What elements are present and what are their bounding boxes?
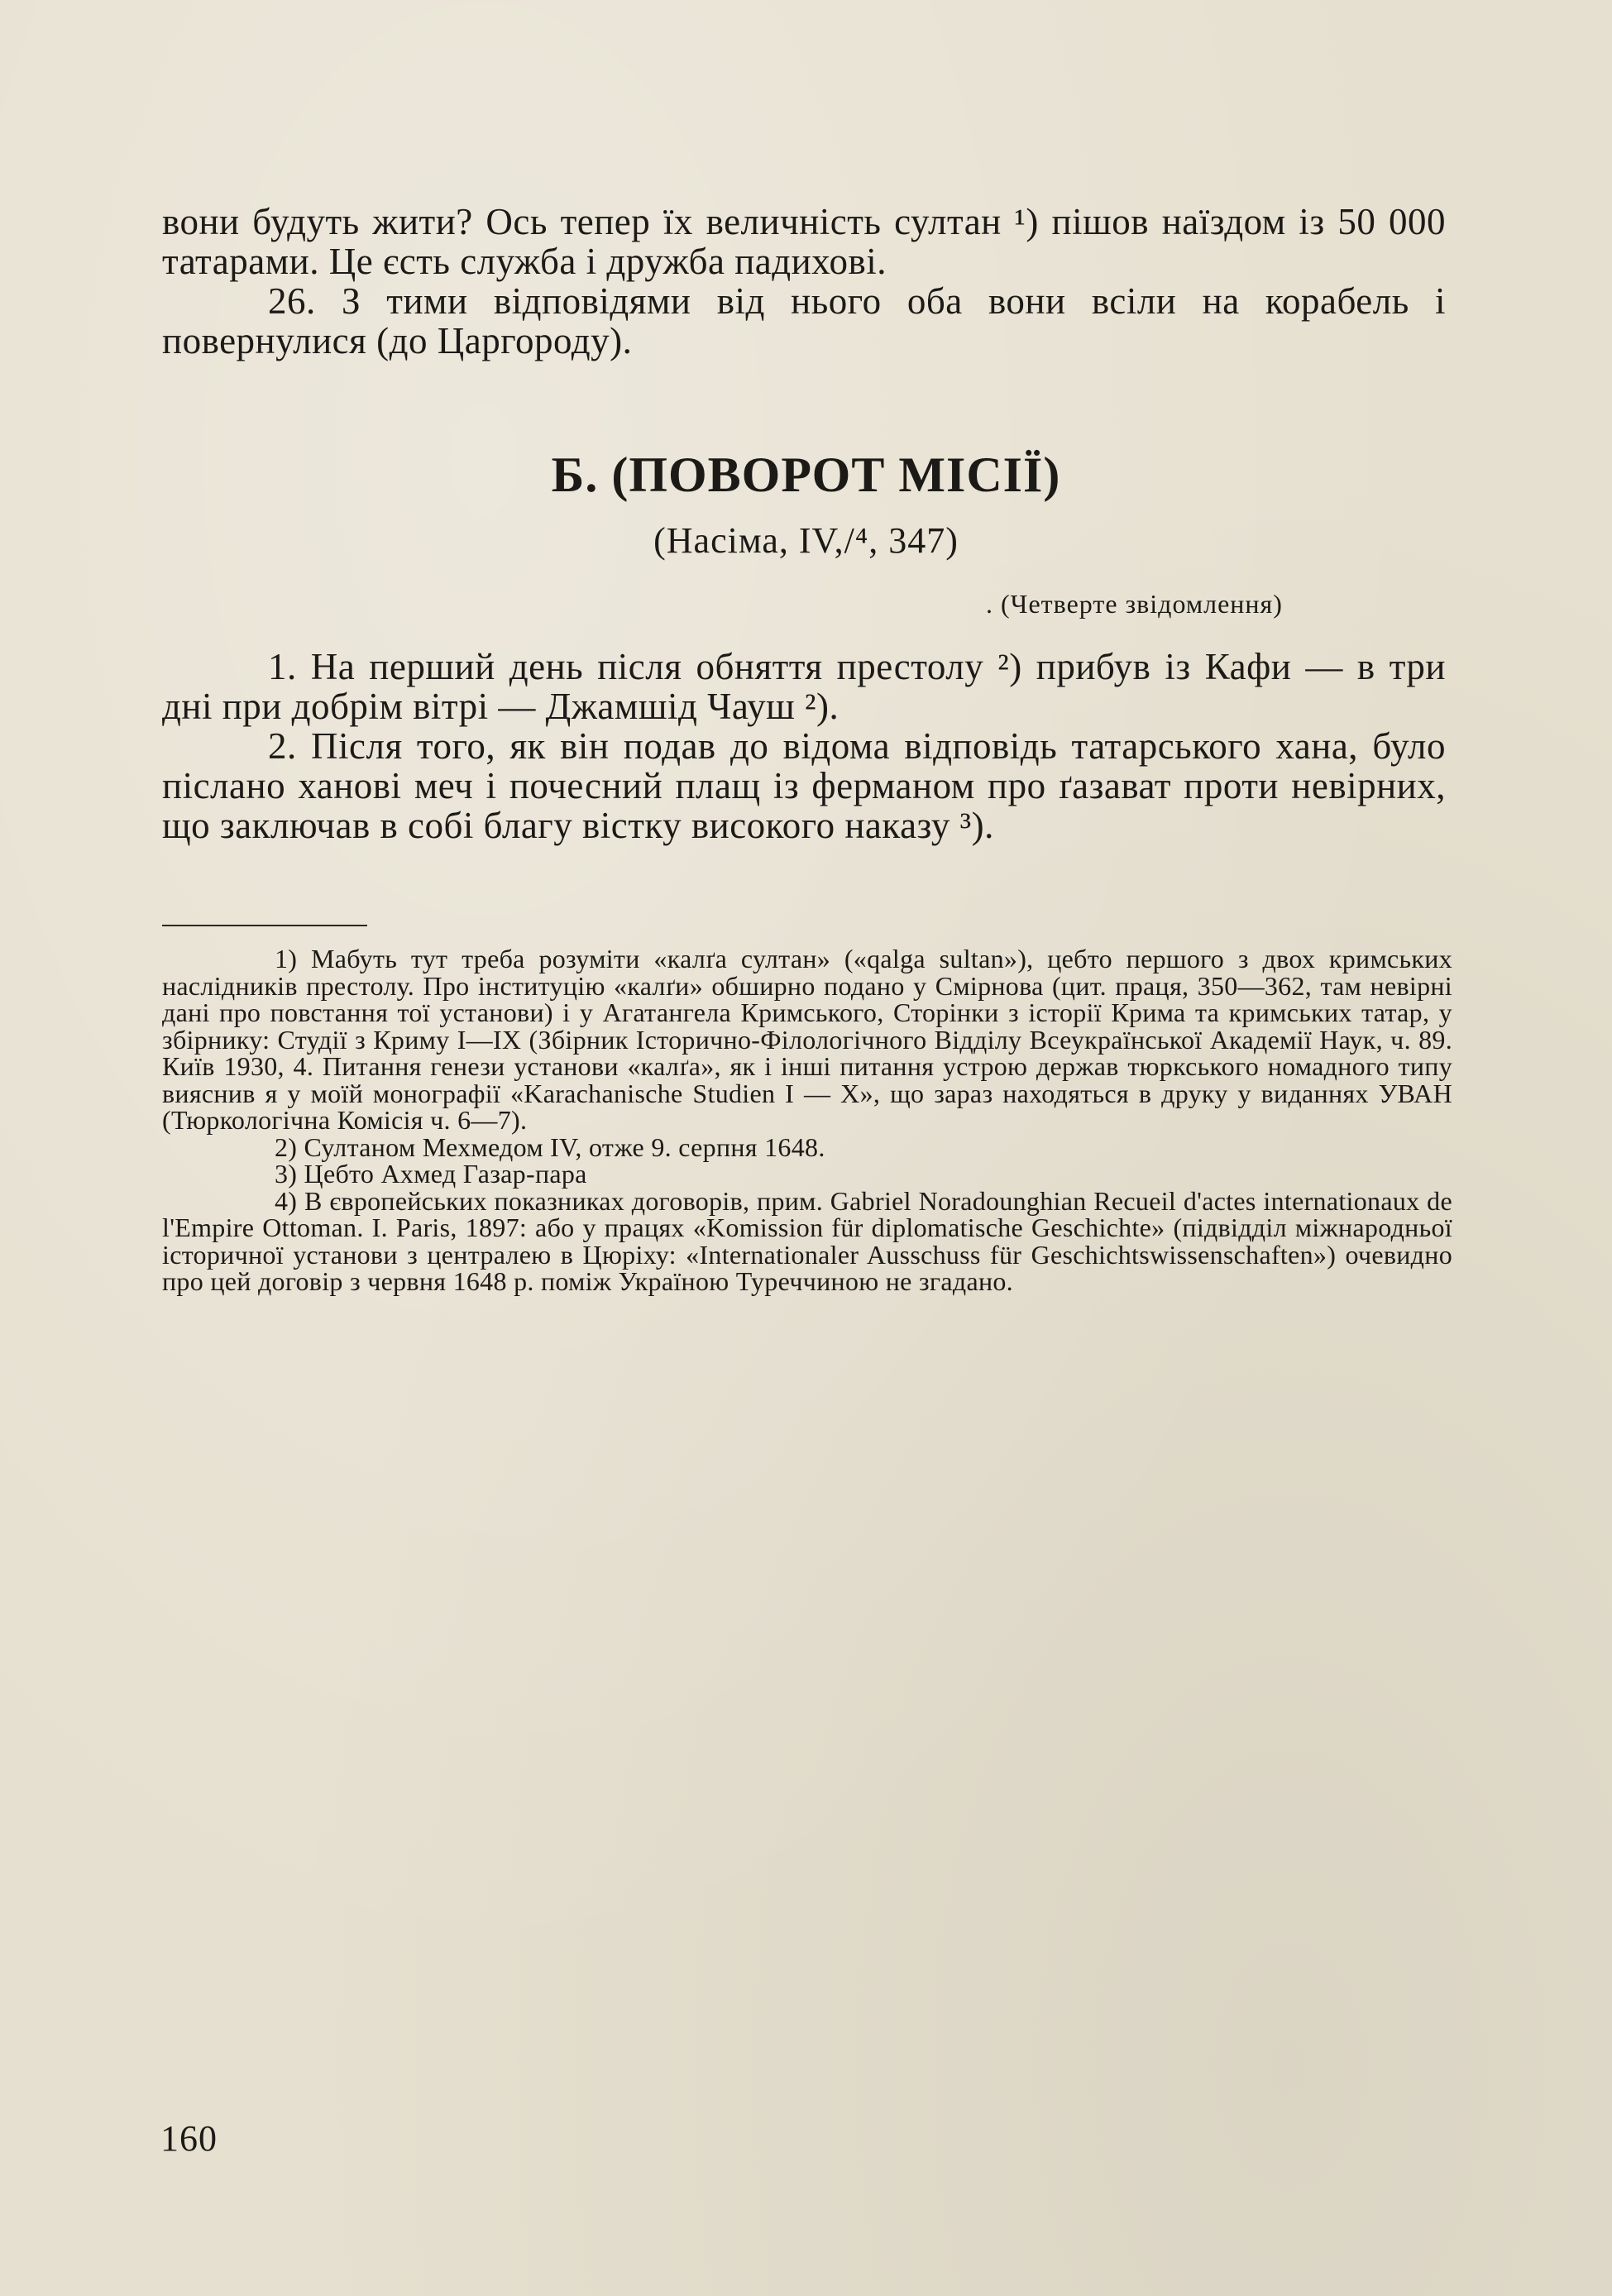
- page-number: 160: [160, 2118, 218, 2159]
- section-source: (Насіма, IV,/⁴, 347): [653, 520, 959, 561]
- top-paragraph-26: 26. З тими відповідями від нього оба вони всіли на корабель і повернулися (до Царгороду).: [162, 280, 1446, 361]
- section-title: Б. (ПОВОРОТ МІСІЇ): [551, 447, 1061, 502]
- footnote-2: 2) Султаном Мехмедом IV, отже 9. серпня 1648.: [275, 1131, 825, 1162]
- top-text-block: [162, 202, 1446, 361]
- footnotes-block: [162, 945, 1452, 1295]
- mission-paragraph-2: 2. Після того, як він подав до відома відповідь татарського хана, було післано ханові меч і почесний плащ із ферманом про ґазават проти невірних, що заключав в собі благу вістку високого наказу ³).: [162, 725, 1446, 846]
- footnote-divider: [162, 925, 367, 926]
- footnote-4: 4) В європейських показниках договорів, прим. Gabriel Noradounghian Recueil d'actes internationaux de l'Empire Ottoman. I. Paris, 1897: або у працях «Komission für diplomatische Geschichte» (підвідділ міжнародньої історичної установи з централею в Цюріху: «Internationaler Ausschuss für Geschichtswissenschaften») очевидно про цей договір з червня 1648 р. поміж Україною Туреччиною не згадано.: [162, 1185, 1452, 1296]
- mission-paragraph-1: 1. На перший день після обняття престолу ²) прибув із Кафи — в три дні при добрім вітрі — Джамшід Чауш ²).: [162, 646, 1446, 727]
- top-paragraph-continuation: вони будуть жити? Ось тепер їх величність султан ¹) пішов наїздом із 50 000 татарами. Це єсть служба і дружба падихові.: [162, 201, 1446, 282]
- footnote-1: 1) Мабуть тут треба розуміти «калґа султан» («qalga sultan»), цебто першого з двох кримських наслідників престолу. Про інституцію «калґи» обширно подано у Смірнова (цит. праця, 350—362, там невірні дані про повстання тої установи) і у Агатангела Кримського, Сторінки з історії Крима та кримських татар, у збірнику: Студії з Криму I—IX (Збірник Історично-Філологічного Відділу Всеукраїнської Академії Наук, ч. 89. Київ 1930, 4. Питання генези установи «калґа», як і інші питання устрою держав тюркського номадного типу вияснив я у моїй монографії «Karachanische Studien I — X», що зараз находяться в друку у виданнях УВАН (Тюркологічна Комісія ч. 6—7).: [162, 944, 1452, 1135]
- report-note: . (Четверте звідомлення): [986, 589, 1283, 619]
- mission-text-block: [162, 647, 1446, 845]
- footnote-3: 3) Цебто Ахмед Газар-пара: [275, 1159, 587, 1189]
